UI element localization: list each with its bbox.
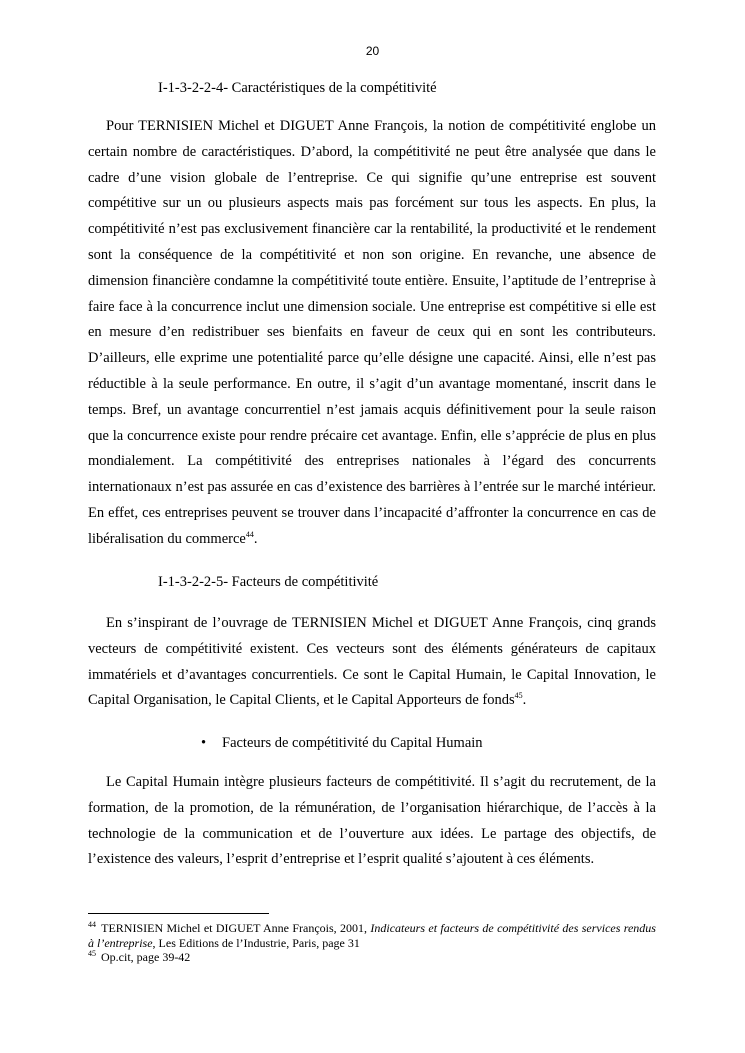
- paragraph-caracteristiques: Pour TERNISIEN Michel et DIGUET Anne François, la notion de compétitivité englobe un certain nombre de caractéristiques. D’abord, la compétitivité ne peut être analysée que dans le cadre d’une vision globale de l’entreprise. Ce qui signifie qu’une entreprise est souvent compétitive sur un ou plusieurs aspects mais pas forcément sur tous les aspects. En plus, la compétitivité n’est pas exclusivement financière car la rentabilité, la productivité et le rendement sont la conséquence de la compétitivité et non son origine. En revanche, une absence de dimension financière condamne la compétitivité toute entière. Ensuite, l’aptitude de l’entreprise à faire face à la concurrence inclut une dimension sociale. Une entreprise est compétitive si elle est en mesure d’en redistribuer ses bienfaits en faveur de ceux qui en sont les contributeurs. D’ailleurs, elle exprime une potentialité parce qu’elle désigne une capacité. Ainsi, elle n’est pas réductible à la seule performance. En outre, il s’agit d’un avantage momentané, inscrit dans le temps. Bref, un avantage concurrentiel n’est jamais acquis définitivement pour la seule raison que la concurrence existe pour rendre précaire cet avantage. Enfin, elle s’apprécie de plus en plus mondialement. La compétitivité des entreprises nationales à l’égard des concurrents internationaux n’est pas assurée en cas d’existence des barrières à l’entrée sur le marché intérieur. En effet, ces entreprises peuvent se trouver dans l’incapacité d’affronter la concurrence en cas de libéralisation du commerce$^{44}$.: [88, 118, 656, 547]
- page-number: 20: [365, 44, 380, 58]
- footnotes: [88, 921, 656, 965]
- footnote-separator: [88, 913, 269, 914]
- bullet-item-capital-humain: [201, 733, 483, 753]
- footnote-44-title: Indicateurs et facteurs de compétitivité des services rendus à l’entreprise: [88, 921, 656, 950]
- footnote-reference-44[interactable]: 44: [245, 529, 254, 539]
- bullet-icon: •: [201, 735, 207, 751]
- footnote-45: $^{45}$ Op.cit, page 39-42: [88, 949, 191, 964]
- footnote-reference-45[interactable]: 45: [514, 691, 523, 701]
- paragraph-capital-humain: Le Capital Humain intègre plusieurs facteurs de compétitivité. Il s’agit du recrutement, de la formation, de la promotion, de la rémunération, de l’organisation hiérarchique, de l’accès à la technologie de la communication et de l’ouverture aux idées. Le partage des objectifs, de l’existence des valeurs, l’esprit d’entreprise et l’esprit qualité s’ajoutent à ces éléments.: [88, 774, 656, 868]
- section-heading-facteurs: I-1-3-2-2-5- Facteurs de compétitivité: [158, 574, 379, 590]
- section-heading-caracteristiques: I-1-3-2-2-4- Caractéristiques de la compétitivité: [158, 80, 437, 96]
- footnote-44: $^{44}$ TERNISIEN Michel et DIGUET Anne François, 2001, Indicateurs et facteurs de compétitivité des services rendus à l’entreprise, Les Editions de l’Industrie, Paris, page 31: [88, 920, 656, 950]
- bullet-text: Facteurs de compétitivité du Capital Humain: [222, 735, 483, 751]
- paragraph-facteurs: En s’inspirant de l’ouvrage de TERNISIEN Michel et DIGUET Anne François, cinq grands vecteurs de compétitivité existent. Ces vecteurs sont des éléments générateurs de capitaux immatériels et d’avantages concurrentiels. Ce sont le Capital Humain, le Capital Innovation, le Capital Organisation, le Capital Clients, et le Capital Apporteurs de fonds$^{45}$.: [88, 615, 656, 709]
